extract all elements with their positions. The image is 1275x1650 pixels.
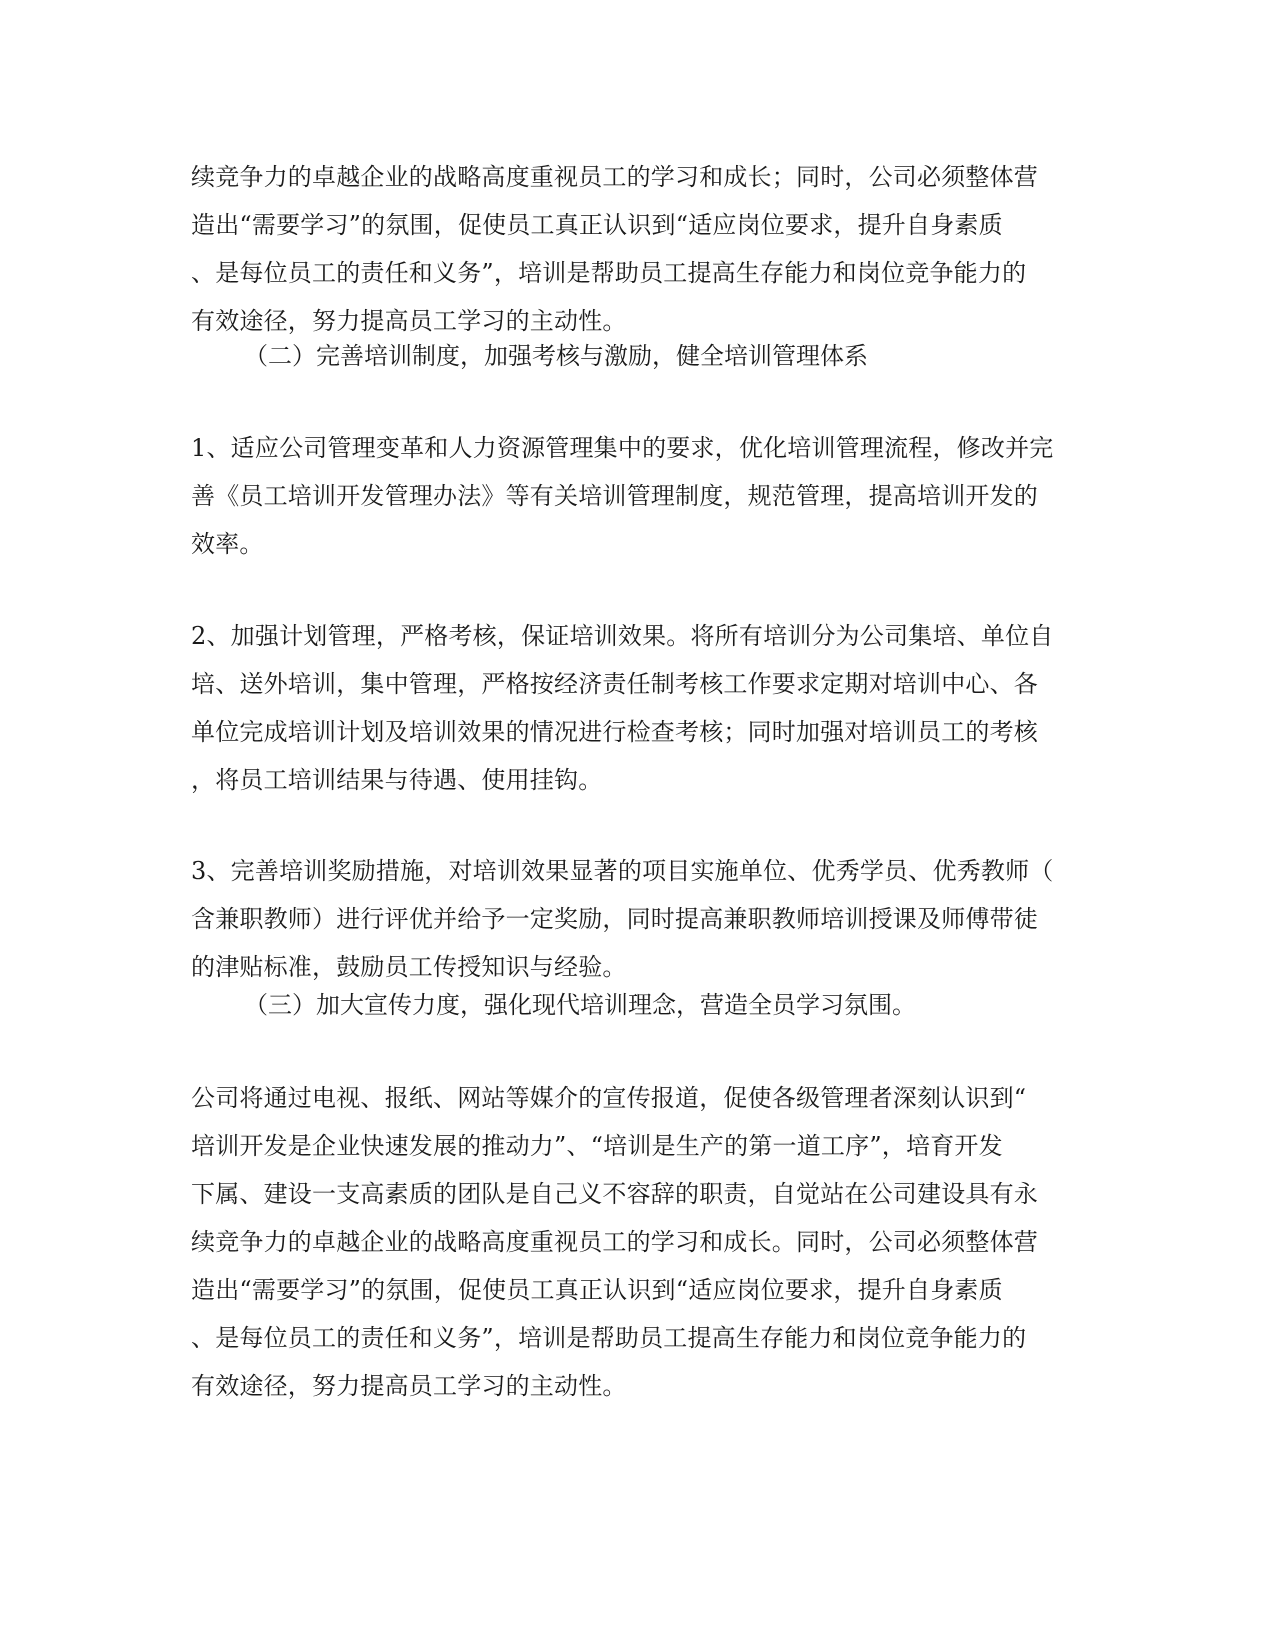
final-paragraph: [191, 1074, 1091, 1410]
list-item-1: [191, 424, 1091, 568]
list-item-2: [191, 612, 1091, 804]
text-line: 下属、建设一支高素质的团队是自己义不容辞的职责，自觉站在公司建设具有永: [191, 1180, 1038, 1208]
text-line: 、是每位员工的责任和义务”，培训是帮助员工提高生存能力和岗位竞争能力的: [191, 1324, 1027, 1352]
text-line: 3、完善培训奖励措施，对培训效果显著的项目实施单位、优秀学员、优秀教师（: [191, 857, 1054, 885]
text-line: ，将员工培训结果与待遇、使用挂钩。: [191, 766, 603, 794]
text-line: 的津贴标准，鼓励员工传授知识与经验。: [191, 953, 627, 981]
text-line: 效率。: [191, 530, 264, 558]
text-line: 公司将通过电视、报纸、网站等媒介的宣传报道，促使各级管理者深刻认识到“: [191, 1084, 1027, 1112]
text-line: 有效途径，努力提高员工学习的主动性。: [191, 1372, 627, 1400]
section-heading-3: （三）加大宣传力度，强化现代培训理念，营造全员学习氛围。: [244, 991, 916, 1019]
text-line: 造出“需要学习”的氛围，促使员工真正认识到“适应岗位要求，提升自身素质: [191, 1276, 1003, 1304]
text-line: 培训开发是企业快速发展的推动力”、“培训是生产的第一道工序”，培育开发: [191, 1132, 1003, 1160]
text-line: 培、送外培训，集中管理，严格按经济责任制考核工作要求定期对培训中心、各: [191, 670, 1038, 698]
intro-paragraph: [191, 153, 1091, 345]
text-line: 有效途径，努力提高员工学习的主动性。: [191, 307, 627, 335]
list-item-3: [191, 847, 1091, 991]
text-line: 、是每位员工的责任和义务”，培训是帮助员工提高生存能力和岗位竞争能力的: [191, 259, 1027, 287]
text-line: 续竞争力的卓越企业的战略高度重视员工的学习和成长；同时，公司必须整体营: [191, 163, 1038, 191]
section-heading-2: （二）完善培训制度，加强考核与激励，健全培训管理体系: [244, 342, 868, 370]
text-line: 造出“需要学习”的氛围，促使员工真正认识到“适应岗位要求，提升自身素质: [191, 211, 1003, 239]
text-line: 单位完成培训计划及培训效果的情况进行检查考核；同时加强对培训员工的考核: [191, 718, 1038, 746]
text-line: 含兼职教师）进行评优并给予一定奖励，同时提高兼职教师培训授课及师傅带徒: [191, 905, 1038, 933]
text-line: 2、加强计划管理，严格考核，保证培训效果。将所有培训分为公司集培、单位自: [191, 622, 1054, 650]
text-line: 1、适应公司管理变革和人力资源管理集中的要求，优化培训管理流程，修改并完: [191, 434, 1054, 462]
text-line: 续竞争力的卓越企业的战略高度重视员工的学习和成长。同时，公司必须整体营: [191, 1228, 1038, 1256]
text-line: 善《员工培训开发管理办法》等有关培训管理制度，规范管理，提高培训开发的: [191, 482, 1038, 510]
